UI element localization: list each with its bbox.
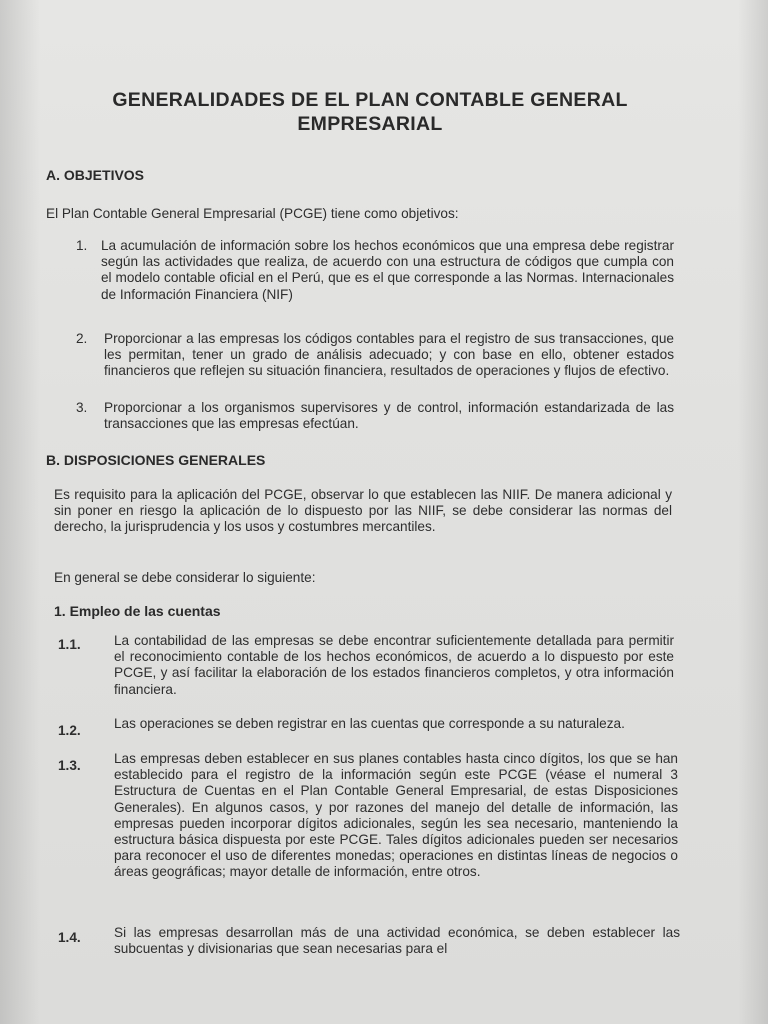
- section-b-paragraph: Es requisito para la aplicación del PCGE, observar lo que establecen las NIIF. De manera adicional y sin poner en riesgo la aplicación de lo dispuesto por las NIIF, se debe considerar las normas del derecho, la jurisprudencia y los usos y costumbres mercantiles.: [54, 487, 672, 535]
- objective-number: 3.: [76, 400, 88, 415]
- page-shadow-right: [738, 0, 768, 1024]
- item-text: La contabilidad de las empresas se debe encontrar suficientemente detallada para permitir el reconocimiento contable de los hechos económicos, de acuerdo a lo dispuesto por este PCGE, y así facilitar la elaboración de los estados financieros completos, y otra información financiera.: [114, 633, 674, 697]
- subsection-heading: 1. Empleo de las cuentas: [54, 603, 221, 619]
- item-text: Las operaciones se deben registrar en las cuentas que corresponde a su naturaleza.: [114, 716, 625, 731]
- objective-number: 1.: [76, 238, 88, 253]
- section-a-heading: A. OBJETIVOS: [46, 167, 145, 183]
- objective-number: 2.: [76, 331, 88, 346]
- item-number: 1.3.: [58, 758, 81, 773]
- page-shadow-left: [0, 0, 40, 1024]
- document-title: [40, 88, 700, 136]
- section-a-intro: El Plan Contable General Empresarial (PCGE) tiene como objetivos:: [46, 206, 459, 221]
- item-number: 1.2.: [58, 723, 81, 738]
- item-text: Las empresas deben establecer en sus planes contables hasta cinco dígitos, los que se han establecido para el registro de la información según este PCGE (véase el numeral 3 Estructura de Cuentas en el Plan Contable General Empresarial, de estas Disposiciones Generales). En algunos casos, y por razones del manejo del detalle de información, las empresas pueden incorporar dígitos adicionales, según les sea necesario, manteniendo la estructura básica dispuesta por este PCGE. Tales dígitos adicionales pueden ser necesarios para reconocer el uso de diferentes monedas; operaciones en distintas líneas de negocios o áreas geográficas; mayor detalle de información, entre otros.: [114, 751, 678, 880]
- section-b-heading: B. DISPOSICIONES GENERALES: [46, 452, 266, 468]
- title-line-2: EMPRESARIAL: [297, 113, 443, 135]
- item-number: 1.4.: [58, 930, 81, 945]
- objective-text: Proporcionar a los organismos supervisores y de control, información estandarizada de las transacciones que las empresas efectúan.: [104, 400, 674, 432]
- objective-text: Proporcionar a las empresas los códigos contables para el registro de sus transacciones, que les permitan, tener un grado de análisis adecuado; y con base en ello, obtener estados financieros que reflejen su situación financiera, resultados de operaciones y flujos de efectivo.: [104, 331, 674, 379]
- title-line-1: GENERALIDADES DE EL PLAN CONTABLE GENERAL: [112, 89, 628, 111]
- section-b-paragraph: En general se debe considerar lo siguiente:: [54, 570, 316, 585]
- objective-text: La acumulación de información sobre los hechos económicos que una empresa debe registrar según las actividades que realiza, de acuerdo con una estructura de códigos que cumpla con el modelo contable oficial en el Perú, que es el que corresponde a las Normas. Internacionales de Información Financiera (NIF): [101, 238, 674, 302]
- item-number: 1.1.: [58, 637, 81, 652]
- item-text: Si las empresas desarrollan más de una actividad económica, se deben establecer las subcuentas y divisionarias que sean necesarias para el: [114, 925, 680, 957]
